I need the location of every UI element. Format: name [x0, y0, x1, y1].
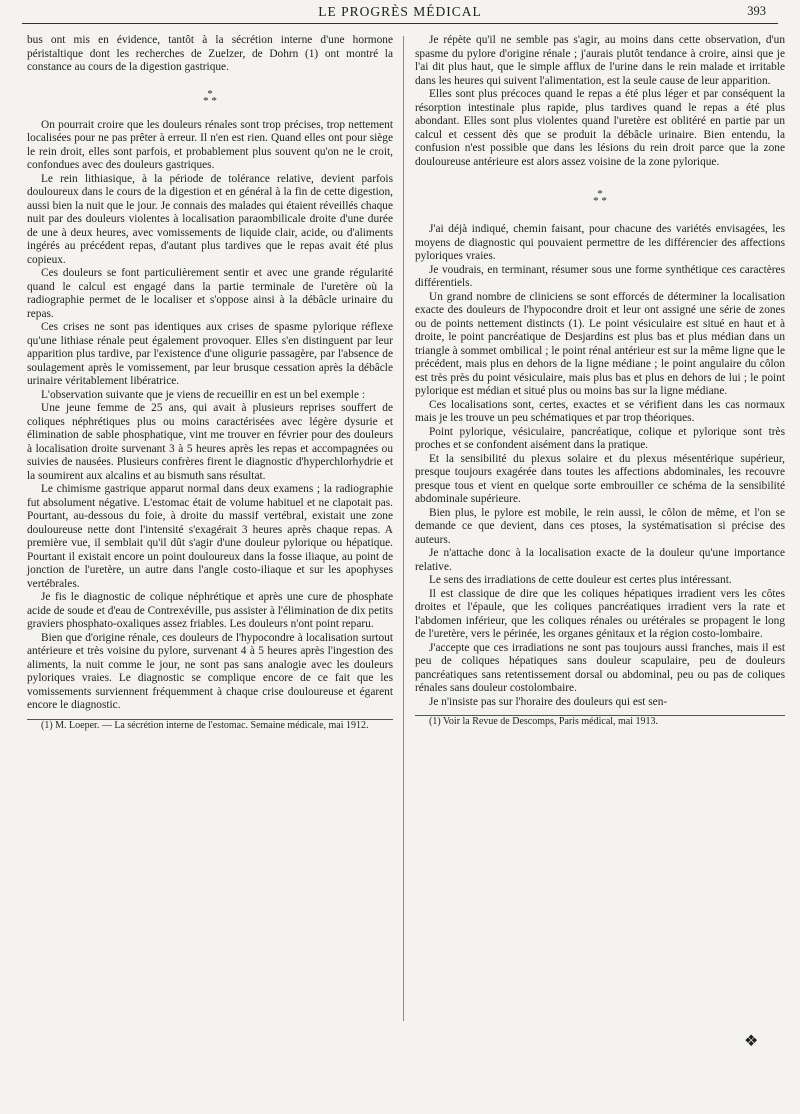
- paragraph: On pourrait croire que les douleurs rénales sont trop précises, trop nettement localisées pour ne pas prêter à erreur. Il n'en est rien. Quand elles ont pour siège le rein droit, elles sont parfois, et probablement plus souvent qu'on ne le croit, confondues avec des douleurs gastriques.: [27, 118, 393, 171]
- paragraph: J'accepte que ces irradiations ne sont pas toujours aussi franches, mais il est peu de coliques hépatiques sans douleur scapulaire, peu de douleurs pancréatiques sans retentissement dorsal ou abdominal, peu ou pas de coliques rénales sans douleur costolombaire.: [415, 641, 785, 694]
- footnote: (1) Voir la Revue de Descomps, Paris médical, mai 1913.: [429, 716, 659, 727]
- paragraph: bus ont mis en évidence, tantôt à la sécrétion interne d'une hormone péristaltique dont les recherches de Zuelzer, de Dohrn (1) ont montré la constance au cours de la digestion gastrique.: [27, 34, 393, 73]
- paragraph: L'observation suivante que je viens de recueillir en est un bel exemple :: [41, 388, 365, 401]
- column-divider: [403, 36, 404, 1021]
- ornament-icon: ❖: [744, 1033, 759, 1050]
- paragraph: Et la sensibilité du plexus solaire et du plexus mésentérique supérieur, presque toujours exagérée dans toutes les affections abdominales, les recouvre presque tous et vient en quelque sorte embrouiller ce schéma de la sensibilité abdominale supérieure.: [415, 452, 785, 505]
- paragraph: Ces localisations sont, certes, exactes et se vérifient dans les cas normaux mais je les trouve un peu schématiques et par trop théoriques.: [415, 398, 785, 424]
- paragraph: Bien que d'origine rénale, ces douleurs de l'hypocondre à localisation surtout antérieure et très voisine du pylore, survenant 4 à 5 heures après l'ingestion des aliments, la nuit comme le jour, ne sont pas sans analogie avec les douleurs pyloriques vraies. Le diagnostic se complique encore de ce fait que les vomissements surviennent fréquemment à chaque crise douloureuse et égarent encore le diagnostic.: [27, 631, 393, 711]
- paragraph: Le rein lithiasique, à la période de tolérance relative, devient parfois douloureux dans le cours de la digestion et en général à la fin de cette digestion, aussi bien la nuit que le jour. Je connais des malades qui étaient réveillés chaque nuit par des douleurs violentes à localisation paraombilicale droite d'une durée de une à deux heures, avec vomissements de liquide clair, acide, ou d'aliments ingérés au précédent repas, d'autant plus tardives que le repas avait été plus copieux.: [27, 172, 393, 266]
- paragraph: Un grand nombre de cliniciens se sont efforcés de déterminer la localisation exacte des douleurs de l'hypocondre droit et leur ont assigné une série de zones ou de points nettement distincts (1). Le point vésiculaire est situé en haut et à droite, le point pancréatique de Desjardins est plus bas et plus médian dans un triangle à sommet ombilical ; le point rénal antérieur est sur la même ligne que le précédent, mais plus en dehors de la ligne médiane ; le point angulaire du côlon est très près du point vésiculaire, mais plus bas et plus en dehors de lui ; le point pylorique est médian et situé plus ou moins bas sur la ligne médiane.: [415, 290, 785, 397]
- right-column: [415, 34, 785, 728]
- paragraph: Le chimisme gastrique apparut normal dans deux examens ; la radiographie fut absolument négative. L'estomac était de volume habituel et ne clapotait pas. Pourtant, au-dessous du foie, à droite du massif vertébral, existait une zone douloureuse nette dont l'intensité s'exagérait 3 heures après chaque repas. A première vue, il semblait qu'il dût s'agir d'une douleur pylorique ou hépatique. Pourtant il existait encore un point douloureux dans la fosse iliaque, au point de jonction de l'uretère, un autre dans l'angle costo-iliaque et sur les apophyses vertébrales.: [27, 483, 393, 590]
- asterism: * * *: [203, 87, 217, 107]
- left-column: [27, 34, 393, 732]
- paragraph: Ces crises ne sont pas identiques aux crises de spasme pylorique réflexe qu'une lithiase rénale peut également provoquer. Elles s'en distinguent par leur apparition plus tardive, par l'existence d'une oligurie passagère, par l'absence de soulagement après le vomissement, par leur brusque cessation après la débâcle urinaire véritablement libératrice.: [27, 321, 393, 387]
- running-title: LE PROGRÈS MÉDICAL: [318, 4, 482, 19]
- paragraph: Point pylorique, vésiculaire, pancréatique, colique et pylorique sont très proches et se confondent aisément dans la pratique.: [415, 425, 785, 451]
- paragraph: Il est classique de dire que les coliques hépatiques irradient vers les côtes droites et l'épaule, que les coliques pancréatiques irradient vers la rate et l'abdomen inférieur, que les coliques rénales ou urétérales se propagent le long de l'uretère, vers le périnée, les organes génitaux et la région costo-lombaire.: [415, 587, 785, 640]
- footnote: (1) M. Loeper. — La sécrétion interne de l'estomac. Semaine médicale, mai 1912.: [41, 719, 369, 731]
- paragraph: Je voudrais, en terminant, résumer sous une forme synthétique ces caractères différentiels.: [415, 263, 785, 289]
- paragraph: Elles sont plus précoces quand le repas a été plus léger et par conséquent la résorption intestinale plus rapide, plus tardives quand le repas a été plus abondant. Elles sont plus violentes quand l'uretère est oblitéré en partie par un calcul et cessent dès que se produit la débâcle urinaire. Bien entendu, la confusion n'est possible que dans les lésions du rein droit parce que la zone douloureuse antérieure est alors assez voisine de la zone pylorique.: [415, 88, 785, 168]
- paragraph: J'ai déjà indiqué, chemin faisant, pour chacune des variétés envisagées, les moyens de diagnostic qui pouvaient permettre de les différencier des affections pyloriques vraies.: [415, 223, 785, 262]
- asterism: * * *: [593, 188, 607, 207]
- paragraph: Je fis le diagnostic de colique néphrétique et après une cure de phosphate acide de soude et d'eau de Contrexéville, pus assister à l'élimination de dix petits graviers phosphato-oxaliques assez friables. Les douleurs n'ont point reparu.: [27, 591, 393, 630]
- paragraph: Le sens des irradiations de cette douleur est certes plus intéressant.: [429, 574, 732, 586]
- paragraph: Une jeune femme de 25 ans, qui avait à plusieurs reprises souffert de coliques néphrétiques plus ou moins caractérisées avec légère dysurie et élimination de sable phosphatique, vint me trouver en février pour des douleurs à localisation droite survenant 3 à 5 heures après les repas et accompagnées ou suivies de nausées. Plusieurs confrères firent le diagnostic d'hyperchlorhydrie et la soumirent aux alcalins et au bismuth sans résultat.: [27, 402, 393, 482]
- page-number: 393: [747, 4, 766, 18]
- paragraph: Je n'insiste pas sur l'horaire des douleurs qui est sen-: [429, 695, 668, 708]
- paragraph: Bien plus, le pylore est mobile, le rein aussi, le côlon de même, et l'on se demande ce que devient, dans ces ptoses, la systématisation si précise des auteurs.: [415, 506, 785, 546]
- paragraph: Je répète qu'il ne semble pas s'agir, au moins dans cette observation, d'un spasme du pylore d'origine rénale ; j'aurais plutôt tendance à croire, ainsi que je l'ai dit plus haut, que le simple afflux de l'urine dans le rein malade et irritable dans les heures qui suivent l'alimentation, est la seule cause de leur apparition.: [415, 34, 785, 87]
- paragraph: Je n'attache donc à la localisation exacte de la douleur qu'une importance relative.: [415, 547, 785, 573]
- paragraph: Ces douleurs se font particulièrement sentir et avec une grande régularité quand le calcul est engagé dans la partie terminale de l'uretère où la radiographie permet de le localiser et s'oppose ainsi à la débâcle urinaire du repas.: [27, 267, 393, 320]
- page-header: [22, 3, 778, 24]
